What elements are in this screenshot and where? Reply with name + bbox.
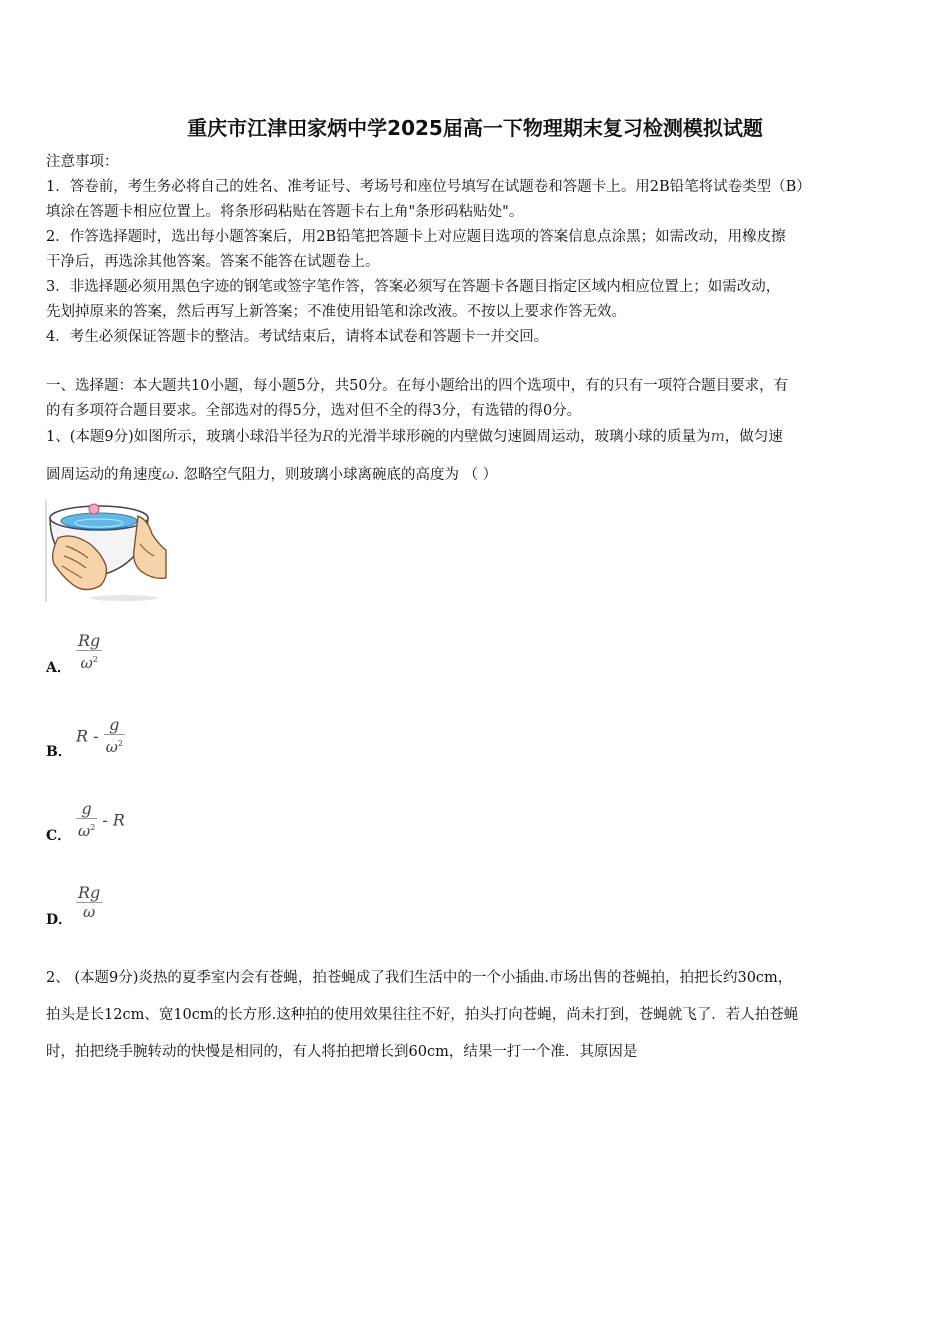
notice-line-6: 先划掉原来的答案，然后再写上新答案；不准使用铅笔和涂改液。不按以上要求作答无效。 bbox=[46, 304, 626, 320]
option-a-denominator bbox=[78, 651, 99, 672]
option-c-denominator bbox=[76, 819, 97, 840]
option-b-fraction bbox=[104, 716, 125, 756]
q1-text-4: 圆周运动的角速度 bbox=[46, 467, 162, 483]
bowl-hands-illustration bbox=[44, 494, 168, 604]
q1-text-3: ，做匀速 bbox=[724, 429, 783, 445]
q1-text-1: 1、(本题9分)如图所示，玻璃小球沿半径为 bbox=[46, 429, 323, 445]
section1-line-1: 一、选择题：本大题共10小题，每小题5分，共50分。在每小题给出的四个选项中，有的只有一项符合题目要求，有 bbox=[46, 378, 789, 394]
q1-stem-line-1 bbox=[46, 426, 908, 447]
omega: ω bbox=[80, 654, 93, 672]
notice-line-1: 1．答卷前，考生务必将自己的姓名、准考证号、考场号和座位号填写在试题卷和答题卡上。用2B铅笔将试卷类型（B） bbox=[46, 179, 811, 195]
section1-line-2: 的有多项符合题目要求。全部选对的得5分，选对但不全的得3分，有选错的得0分。 bbox=[46, 403, 582, 419]
notice-line-7: 4．考生必须保证答题卡的整洁。考试结束后，请将本试卷和答题卡一并交回。 bbox=[46, 329, 549, 345]
option-d-denominator: ω bbox=[83, 903, 96, 921]
option-a-formula bbox=[76, 632, 102, 672]
var-omega: ω bbox=[162, 465, 175, 483]
option-b-formula bbox=[76, 716, 125, 756]
var-R: R bbox=[322, 427, 334, 445]
option-a-label: A． bbox=[46, 660, 71, 676]
q1-text-5: . 忽略空气阻力，则玻璃小球离碗底的高度为 （ ） bbox=[174, 467, 498, 483]
notice-heading: 注意事项： bbox=[46, 154, 119, 170]
q1-stem-line-2 bbox=[46, 464, 908, 485]
notice-line-5: 3．非选择题必须用黑色字迹的钢笔或签字笔作答，答案必须写在答题卡各题目指定区域内相应位置上；如需改动， bbox=[46, 279, 781, 295]
option-a-numerator: Rg bbox=[78, 631, 101, 650]
page-title: 重庆市江津田家炳中学2025届高一下物理期末复习检测模拟试题 bbox=[187, 116, 763, 140]
omega: ω bbox=[78, 822, 91, 840]
exponent: 2 bbox=[117, 739, 123, 748]
q2-line-1: 2、 (本题9分)炎热的夏季室内会有苍蝇，拍苍蝇成了我们生活中的一个小插曲.市场出售的苍蝇拍，拍把长约30cm， bbox=[46, 970, 793, 986]
exponent: 2 bbox=[90, 823, 96, 832]
option-c-fraction bbox=[76, 800, 97, 840]
notice-line-4: 干净后，再选涂其他答案。答案不能答在试题卷上。 bbox=[46, 254, 380, 270]
q2-line-3: 时，拍把绕手腕转动的快慢是相同的，有人将拍把增长到60cm，结果一打一个准．其原因是 bbox=[46, 1044, 638, 1060]
q1-text-2: 的光滑半球形碗的内壁做匀速圆周运动，玻璃小球的质量为 bbox=[333, 429, 711, 445]
option-c-formula bbox=[76, 800, 125, 840]
option-d-label: D． bbox=[46, 912, 73, 928]
option-b-prefix: R - bbox=[76, 726, 99, 746]
option-d-fraction bbox=[76, 884, 102, 921]
option-b-label: B． bbox=[46, 744, 72, 760]
option-c-label: C． bbox=[46, 828, 72, 844]
option-b-numerator: g bbox=[109, 715, 120, 734]
option-c-numerator: g bbox=[81, 799, 92, 818]
notice-line-3: 2．作答选择题时，选出每小题答案后，用2B铅笔把答题卡上对应题目选项的答案信息点涂黑；如需改动，用橡皮擦 bbox=[46, 229, 786, 245]
option-d-numerator: Rg bbox=[78, 883, 101, 902]
option-d-formula bbox=[76, 884, 102, 921]
notice-line-2: 填涂在答题卡相应位置上。将条形码粘贴在答题卡右上角"条形码粘贴处"。 bbox=[46, 204, 524, 220]
var-m: m bbox=[710, 427, 725, 445]
option-c-suffix: - R bbox=[102, 810, 125, 830]
option-a-fraction bbox=[76, 632, 102, 672]
option-b-denominator bbox=[104, 735, 125, 756]
bowl-hands-figure bbox=[44, 494, 168, 604]
q2-line-2: 拍头是长12cm、宽10cm的长方形.这种拍的使用效果往往不好，拍头打向苍蝇，尚未打到，苍蝇就飞了．若人拍苍蝇 bbox=[46, 1007, 799, 1023]
omega: ω bbox=[105, 738, 118, 756]
exponent: 2 bbox=[92, 655, 98, 664]
